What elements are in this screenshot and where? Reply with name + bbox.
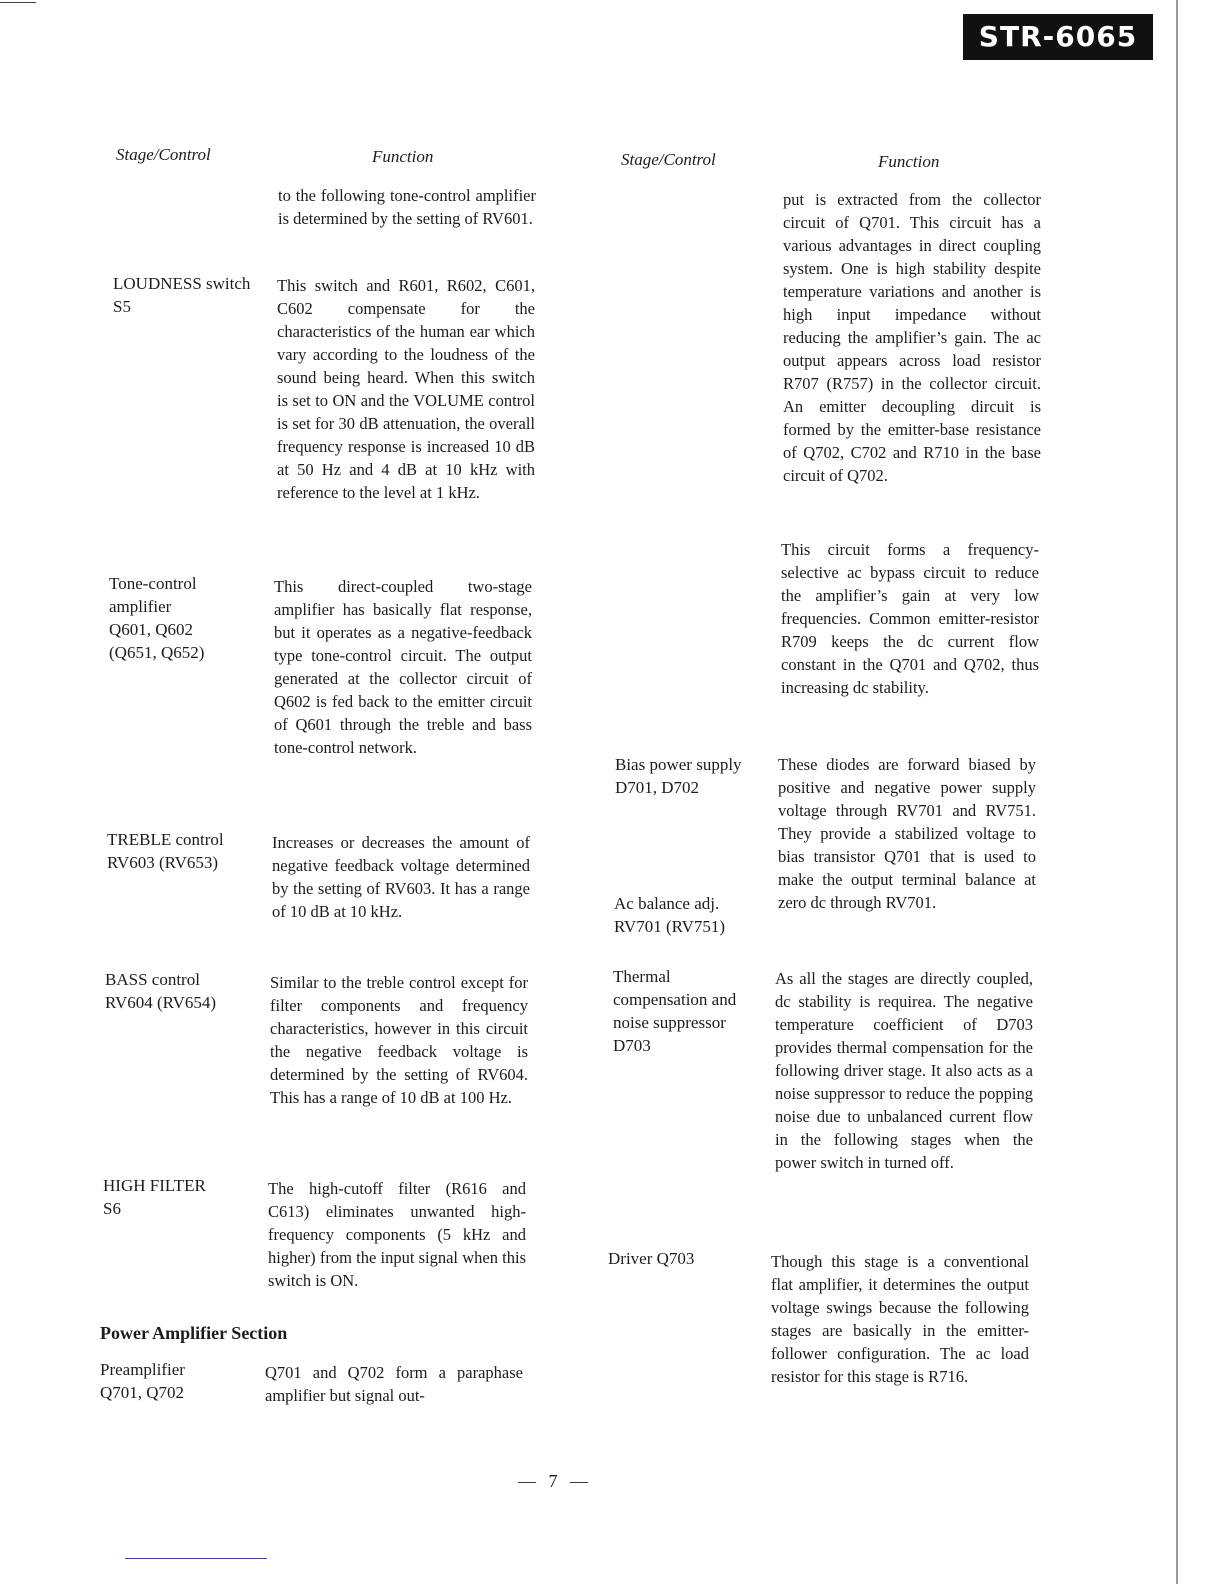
- function-tone-control: This direct-coupled two-stage amplifier has basically flat response, but it operates as a negative-feedback type tone-control circuit. The output generated at the collector circuit of Q602 is fed back to the emitter circuit of Q601 through the treble and bass tone-control network.: [274, 577, 532, 757]
- function-bass: Similar to the treble control except for filter components and frequency characteristics, however in this circuit the negative feedback voltage is determined by the setting of RV604. This has a range of 10 dB at 100 Hz.: [270, 973, 528, 1107]
- bottom-rule: [125, 1558, 267, 1559]
- stage-treble: TREBLE control RV603 (RV653): [107, 830, 224, 872]
- edge-mark: [0, 2, 36, 3]
- right-intro-text-2: This circuit forms a frequency-selective ac bypass circuit to reduce the amplifier’s gain at very low frequencies. Common emitter-resistor R709 keeps the dc current flow constant in the Q701 and Q702, thus increasing dc stability.: [781, 540, 1039, 697]
- stage-preamplifier: Preamplifier Q701, Q702: [100, 1360, 185, 1402]
- page-edge-line: [1176, 0, 1178, 1584]
- stage-loudness: LOUDNESS switch S5: [113, 274, 251, 316]
- stage-thermal-compensation: Thermal compensation and noise suppressor D703: [613, 967, 737, 1055]
- stage-high-filter: HIGH FILTER S6: [103, 1176, 206, 1218]
- model-badge: STR-6065: [963, 14, 1153, 60]
- function-treble: Increases or decreases the amount of negative feedback voltage determined by the setting of RV603. It has a range of 10 dB at 10 kHz.: [272, 833, 530, 921]
- left-intro-text: to the following tone-control amplifier is determined by the setting of RV601.: [278, 186, 536, 228]
- stage-bias-power-supply: Bias power supply D701, D702: [615, 755, 742, 797]
- left-stage-header: Stage/Control: [116, 145, 211, 164]
- stage-ac-balance: Ac balance adj. RV701 (RV751): [614, 894, 726, 936]
- function-bias-power-supply: These diodes are forward biased by positive and negative power supply voltage through RV701 and RV751. They provide a stabilized voltage to bias transistor Q701 that is used to make the output terminal balance at zero dc through RV701.: [778, 755, 1036, 912]
- page-number: — 7 —: [518, 1471, 592, 1491]
- stage-bass: BASS control RV604 (RV654): [105, 970, 217, 1012]
- stage-driver: Driver Q703: [608, 1249, 695, 1268]
- stage-tone-control: Tone-control amplifier Q601, Q602 (Q651, Q652): [109, 574, 205, 662]
- function-preamplifier: Q701 and Q702 form a paraphase amplifier but signal out-: [265, 1363, 523, 1405]
- right-intro-text: put is extracted from the collector circuit of Q701. This circuit has a various advantages in direct coupling system. One is high stability despite temperature variations and another is high input impedance without reducing the amplifier’s gain. The ac output appears across load resistor R707 (R757) in the collector circuit. An emitter decoupling dircuit is formed by the emitter-base resistance of Q702, C702 and R710 in the base circuit of Q702.: [783, 190, 1041, 485]
- left-function-header: Function: [372, 147, 434, 166]
- section-title: Power Amplifier Section: [100, 1323, 288, 1343]
- function-high-filter: The high-cutoff filter (R616 and C613) eliminates unwanted high-frequency components (5 kHz and higher) from the input signal when this switch is ON.: [268, 1179, 526, 1290]
- function-thermal-compensation: As all the stages are directly coupled, dc stability is requirea. The negative temperature coefficient of D703 provides thermal compensation for the following driver stage. It also acts as a noise suppressor to reduce the popping noise due to unbalanced current flow in the following stages when the power switch in turned off.: [775, 969, 1033, 1172]
- function-loudness: This switch and R601, R602, C601, C602 compensate for the characteristics of the human ear which vary according to the loudness of the sound being heard. When this switch is set to ON and the VOLUME control is set for 30 dB attenuation, the overall frequency response is increased 10 dB at 50 Hz and 4 dB at 10 kHz with reference to the level at 1 kHz.: [277, 276, 535, 502]
- function-driver: Though this stage is a conventional flat amplifier, it determines the output voltage swings because the following stages are basically in the emitter-follower configuration. The ac load resistor for this stage is R716.: [771, 1252, 1029, 1386]
- right-function-header: Function: [878, 152, 940, 171]
- right-stage-header: Stage/Control: [621, 150, 716, 169]
